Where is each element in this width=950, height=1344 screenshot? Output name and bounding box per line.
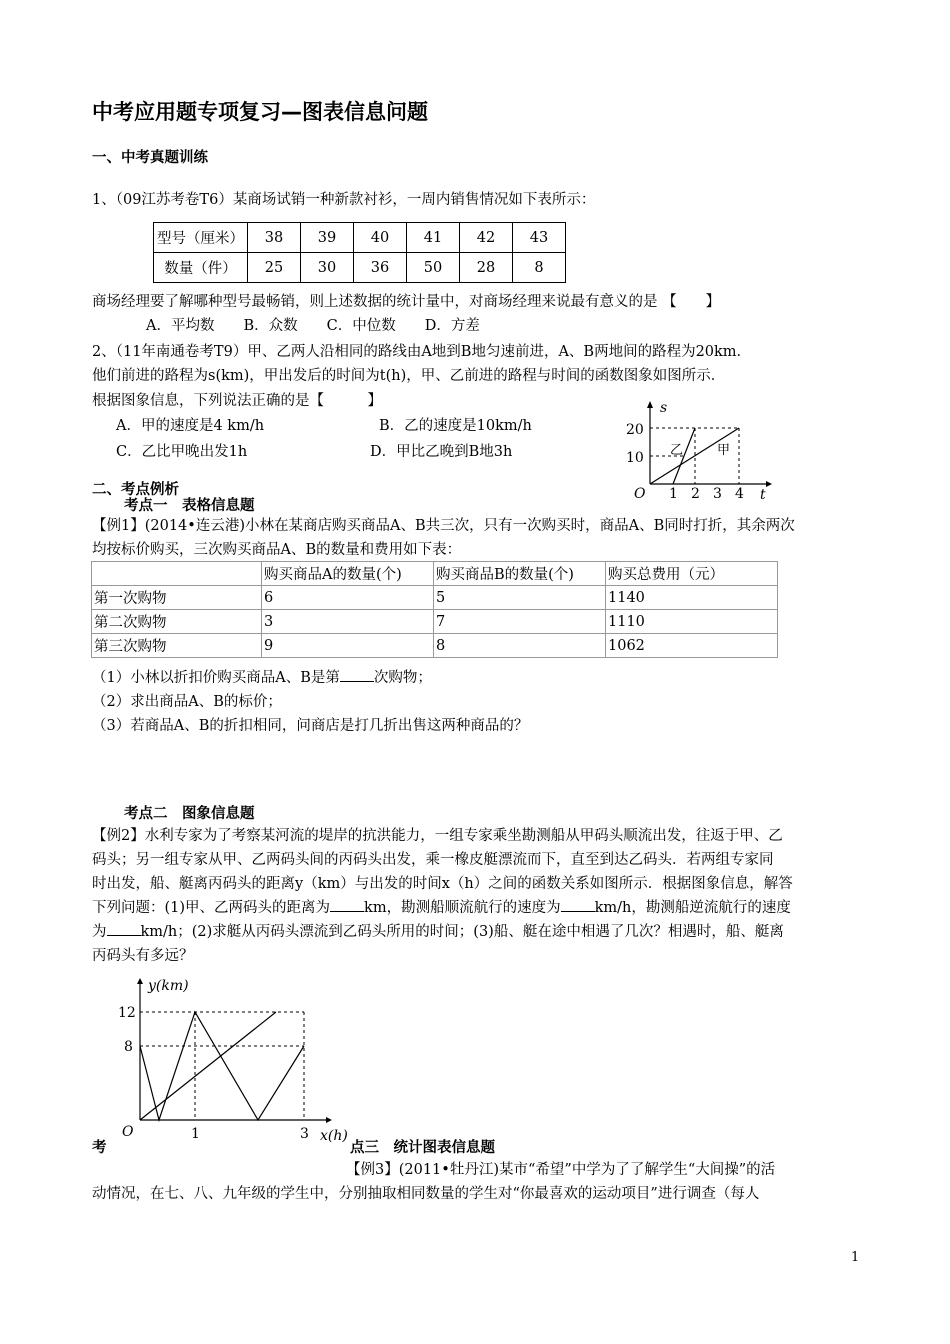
y-axis-arrow — [137, 978, 143, 984]
y-axis-arrow — [647, 401, 653, 408]
answer-blank[interactable] — [107, 921, 141, 936]
answer-blank[interactable] — [340, 667, 374, 682]
table-cell: 6 — [262, 586, 434, 610]
x-axis-arrow — [766, 481, 772, 487]
q2-option-b: B．乙的速度是10km/h — [379, 418, 532, 434]
table-cell: 数量（件） — [154, 253, 248, 283]
ex1-table — [91, 561, 778, 658]
table-cell: 1062 — [606, 634, 778, 658]
y-axis-label: s — [660, 400, 668, 416]
x-axis-arrow — [326, 1117, 332, 1123]
table-row — [92, 562, 778, 586]
table-cell: 50 — [407, 253, 460, 283]
ex2-line4-a: 下列问题：(1)甲、乙两码头的距离为 — [92, 900, 331, 916]
table-cell: 第一次购物 — [92, 586, 262, 610]
table-cell: 第二次购物 — [92, 610, 262, 634]
ex1-question-3: （3）若商品A、B的折扣相同，问商店是打几折出售这两种商品的？ — [92, 718, 529, 734]
ex2-line5-a: 为 — [92, 924, 107, 940]
table-cell: 42 — [460, 223, 513, 253]
section-heading-2: 二、考点例析 — [92, 482, 179, 498]
ex1-q1-text-b: 次购物； — [373, 670, 432, 686]
ex1-question-2: （2）求出商品A、B的标价； — [92, 694, 282, 710]
topic-heading-3-start: 考 — [92, 1140, 107, 1156]
table-cell: 25 — [248, 253, 301, 283]
y-axis-label: y(km) — [148, 978, 189, 994]
ex2-line5-b: km/h；(2)求艇从丙码头漂流到乙码头所用的时间；(3)船、艇在途中相遇了几次？相遇时，船、艇离 — [140, 924, 784, 940]
table-row — [154, 253, 566, 283]
table-cell: 30 — [301, 253, 354, 283]
ex1-q1-text-a: （1）小林以折扣价购买商品A、B是第 — [92, 670, 340, 686]
page-title: 中考应用题专项复习—图表信息问题 — [92, 100, 428, 124]
x-tick-label: 1 — [669, 486, 678, 502]
ex2-line4-c: km/h，勘测船逆流航行的速度 — [594, 900, 791, 916]
table-row — [92, 634, 778, 658]
table-cell: 购买总费用（元） — [606, 562, 778, 586]
ex2-line6: 丙码头有多远？ — [92, 948, 194, 964]
series-boat-line — [140, 1012, 304, 1120]
table-cell: 1140 — [606, 586, 778, 610]
x-tick-label: 1 — [191, 1126, 200, 1142]
x-tick-label: 4 — [735, 486, 744, 502]
ex1-question-1 — [92, 666, 432, 687]
table-cell: 7 — [434, 610, 606, 634]
page-number: 1 — [851, 1250, 860, 1265]
ex2-graph — [110, 972, 360, 1144]
table-cell: 40 — [354, 223, 407, 253]
ex2-line3: 时出发，船、艇离丙码头的距离y（km）与出发的时间x（h）之间的函数关系如图所示．根据图象信息，解答 — [92, 876, 793, 892]
table-cell: 5 — [434, 586, 606, 610]
ex2-line2: 码头；另一组专家从甲、乙两码头间的丙码头出发，乘一橡皮艇漂流而下，直至到达乙码头．若两组专家同 — [92, 852, 774, 868]
q1-stem: 1、（09江苏考卷T6）某商场试销一种新款衬衫，一周内销售情况如下表所示： — [92, 192, 596, 208]
x-axis-label: t — [760, 487, 766, 503]
table-cell: 购买商品A的数量(个) — [262, 562, 434, 586]
q1-options: A．平均数 B．众数 C．中位数 D．方差 — [146, 318, 480, 334]
series-raft-line — [140, 1012, 276, 1120]
x-tick-label: 3 — [713, 486, 722, 502]
ex2-line4-b: km，勘测船顺流航行的速度为 — [364, 900, 561, 916]
table-cell: 9 — [262, 634, 434, 658]
topic-heading-3: 点三 统计图表信息题 — [350, 1140, 495, 1156]
table-cell: 8 — [513, 253, 566, 283]
table-cell: 41 — [407, 223, 460, 253]
y-tick-label: 10 — [626, 450, 644, 466]
table-cell: 购买商品B的数量(个) — [434, 562, 606, 586]
table-row — [92, 586, 778, 610]
table-cell: 3 — [262, 610, 434, 634]
topic-heading-2: 考点二 图象信息题 — [124, 806, 255, 822]
table-cell: 36 — [354, 253, 407, 283]
series-jia-label: 甲 — [717, 443, 731, 458]
table-row — [154, 223, 566, 253]
q2-line3: 根据图象信息，下列说法正确的是【 】 — [92, 393, 382, 409]
table-cell: 1110 — [606, 610, 778, 634]
origin-label: O — [122, 1124, 134, 1140]
table-cell: 39 — [301, 223, 354, 253]
table-cell: 38 — [248, 223, 301, 253]
table-cell: 型号（厘米） — [154, 223, 248, 253]
ex3-line1: 【例3】(2011•牡丹江)某市“希望”中学为了了解学生“大间操”的活 — [346, 1162, 776, 1178]
table-row — [92, 610, 778, 634]
q2-line2: 他们前进的路程为s(km)，甲出发后的时间为t(h)，甲、乙前进的路程与时间的函数图象如图所示． — [92, 368, 726, 384]
table-cell: 8 — [434, 634, 606, 658]
answer-blank[interactable] — [561, 897, 595, 912]
series-yi-label: 乙 — [670, 443, 684, 458]
q2-option-d: D．甲比乙晚到B地3h — [370, 444, 513, 460]
x-tick-label: 3 — [300, 1126, 309, 1142]
x-tick-label: 2 — [691, 486, 700, 502]
q1-table — [153, 222, 566, 283]
q1-question: 商场经理要了解哪种型号最畅销，则上述数据的统计量中，对商场经理来说最有意义的是 【 】 — [92, 294, 721, 310]
q2-line1: 2、（11年南通卷考T9）甲、乙两人沿相同的路线由A地到B地匀速前进，A、B两地间的路程为20km． — [92, 344, 752, 360]
y-tick-label: 12 — [118, 1005, 136, 1021]
ex1-line2: 均按标价购买，三次购买商品A、B的数量和费用如下表： — [92, 542, 462, 558]
ex2-line1: 【例2】水利专家为了考察某河流的堤岸的抗洪能力，一组专家乘坐勘测船从甲码头顺流出发，往返于甲、乙 — [92, 828, 783, 844]
y-tick-label: 20 — [626, 422, 644, 438]
q2-option-a: A．甲的速度是4 km/h — [116, 418, 265, 434]
x-axis-label: x(h) — [320, 1128, 348, 1144]
q2-graph — [620, 396, 780, 504]
ex2-line5 — [92, 920, 784, 941]
y-tick-label: 8 — [124, 1039, 133, 1055]
table-cell — [92, 562, 262, 586]
ex3-line2: 动情况，在七、八、九年级的学生中，分别抽取相同数量的学生对“你最喜欢的运动项目”进行调查（每人 — [92, 1186, 760, 1202]
table-cell: 43 — [513, 223, 566, 253]
ex1-line1: 【例1】(2014•连云港)小林在某商店购买商品A、B共三次，只有一次购买时，商品A、B同时打折，其余两次 — [92, 518, 795, 534]
section-heading-1: 一、中考真题训练 — [92, 150, 208, 166]
q2-option-c: C．乙比甲晚出发1h — [116, 444, 248, 460]
topic-heading-1: 考点一 表格信息题 — [124, 498, 255, 514]
origin-label: O — [634, 486, 646, 502]
table-cell: 28 — [460, 253, 513, 283]
table-cell: 第三次购物 — [92, 634, 262, 658]
answer-blank[interactable] — [330, 897, 364, 912]
ex2-line4 — [92, 896, 791, 917]
